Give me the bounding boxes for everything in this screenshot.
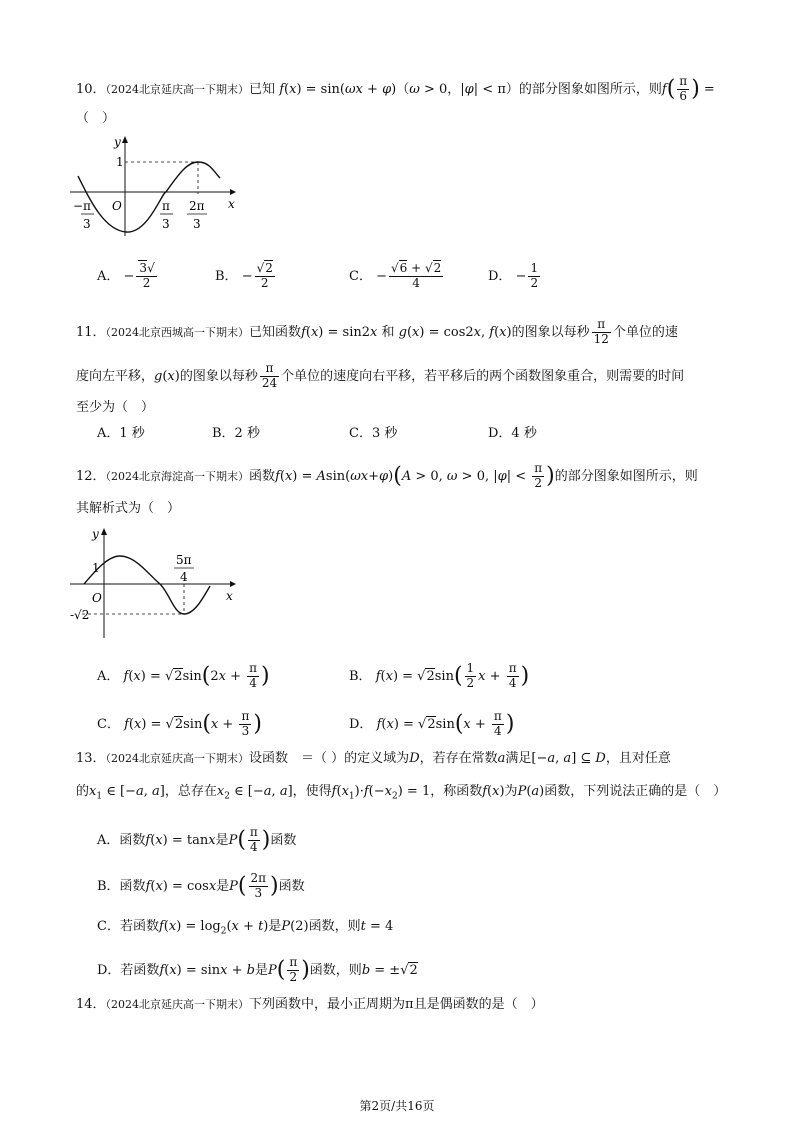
q12-graph [70,520,250,640]
q11-source: （2024北京西城高一下期末） [105,325,250,339]
q13-option-d[interactable]: D．若函数f(x) = sinx + b是P( $\frac{\pi}{2}$ )函数，则b = ±√2 [97,955,418,984]
q13-line2: 的$x_1$ ∈ [−a, a]，总存在$x_2$ ∈ [−a, a]，使得$f(x_1)\cdot f(-x_2) = 1$，称函数f(x)为P(a)函数，下列说法正确的是（ ） [76,784,727,802]
q10-number: 10． [76,81,106,97]
svg-text:x: x [228,197,235,211]
q10-graph [70,132,250,238]
svg-text:5π: 5π [176,553,192,567]
svg-text:−: − [73,199,84,213]
q10-blank: （ ） [76,111,116,126]
q11-number: 11． [76,324,106,340]
svg-text:1: 1 [92,561,100,575]
q12-option-a[interactable]: A． f(x) = √2sin(2x + $\frac{\pi}{4}$ ) [97,661,270,690]
q11-option-d[interactable]: D．4 秒 [488,426,537,441]
svg-text:-√2: -√2 [70,608,90,622]
q10-option-a[interactable]: A． − $\frac{3√}{2}$ [97,261,155,290]
q12-option-b[interactable]: B． f(x) = √2sin( $\frac{1}{2}$ x + $\frac{\pi}{4}$ ) [349,661,530,690]
q11-line2: 度向左平移，g(x)的图象以每秒 $\frac{\pi}{24}$ 个单位的速度向右平移，若平移后的两个函数图象重合，则需要的时间 [76,361,685,390]
svg-text:O: O [92,591,102,605]
q10-option-b[interactable]: B． − $\frac{√2}{2}$ [215,261,273,290]
svg-text:y: y [114,135,121,149]
svg-text:y: y [92,527,99,541]
svg-text:π: π [162,199,170,213]
q11-option-a[interactable]: A．1 秒 [97,426,145,441]
q11-option-b[interactable]: B．2 秒 [212,426,260,441]
q13-number: 13． [76,751,106,766]
svg-text:3: 3 [193,217,201,231]
q13-option-c[interactable]: C．若函数$f(x) = \log_2(x + t)$是P(2)函数，则t = 4 [97,919,394,937]
q11-line3: 至少为（ ） [76,400,155,415]
svg-text:O: O [112,199,122,213]
q10-option-c[interactable]: C． − $\frac{√6 + √2}{4}$ [349,261,442,290]
svg-text:3: 3 [162,217,170,231]
svg-text:2π: 2π [189,199,205,213]
svg-text:π: π [83,199,91,213]
q12-source: （2024北京海淀高一下期末） [105,469,250,483]
q13-source: （2024北京延庆高一下期末） [105,752,250,765]
page-footer: 第2页/共16页 [359,1099,435,1113]
q10-stem: 10．（2024北京延庆高一下期末）已知 f(x) = sin(ωx + φ)（ω > 0，|φ| < π）的部分图象如图所示，则f( $\frac{\pi}{6}$ ) = [76,74,715,103]
q13-option-a[interactable]: A．函数f(x) = tanx是P( $\frac{\pi}{4}$ )函数 [97,825,297,854]
q14-number: 14． [76,997,106,1012]
svg-text:x: x [226,589,233,603]
q11-line1: 11．（2024北京西城高一下期末）已知函数f(x) = sin2x 和 g(x) = cos2x, f(x)的图象以每秒 $\frac{\pi}{12}$ 个单位的速 [76,317,678,346]
q12-stem: 12．（2024北京海淀高一下期末）函数f(x) = Asin(ωx+φ)(A > 0, ω > 0, |φ| < $\frac{\pi}{2}$ )的部分图象如图所示，则 [76,461,698,490]
q12-number: 12． [76,468,106,484]
q10-source: （2024北京延庆高一下期末） [105,82,250,96]
q14-source: （2024北京延庆高一下期末） [105,998,250,1011]
svg-text:1: 1 [116,155,124,169]
svg-text:3: 3 [83,217,91,231]
q12-option-d[interactable]: D． f(x) = √2sin(x + $\frac{\pi}{4}$ ) [349,709,515,738]
q12-option-c[interactable]: C． f(x) = √2sin(x + $\frac{\pi}{3}$ ) [97,709,262,738]
q12-line2: 其解析式为（ ） [76,501,181,516]
q14-stem: 14．（2024北京延庆高一下期末）下列函数中，最小正周期为π且是偶函数的是（ ） [76,997,544,1012]
svg-text:4: 4 [180,570,188,584]
q11-option-c[interactable]: C．3 秒 [349,426,398,441]
q13-line1: 13．（2024北京延庆高一下期末）设函数 ＝（ ）的定义域为D，若存在常数a满足[−a, a] ⊆ D，且对任意 [76,751,671,766]
q13-option-b[interactable]: B．函数f(x) = cosx是P( $\frac{2\pi}{3}$ )函数 [97,871,305,900]
q10-option-d[interactable]: D． − $\frac{1}{2}$ [488,261,539,290]
